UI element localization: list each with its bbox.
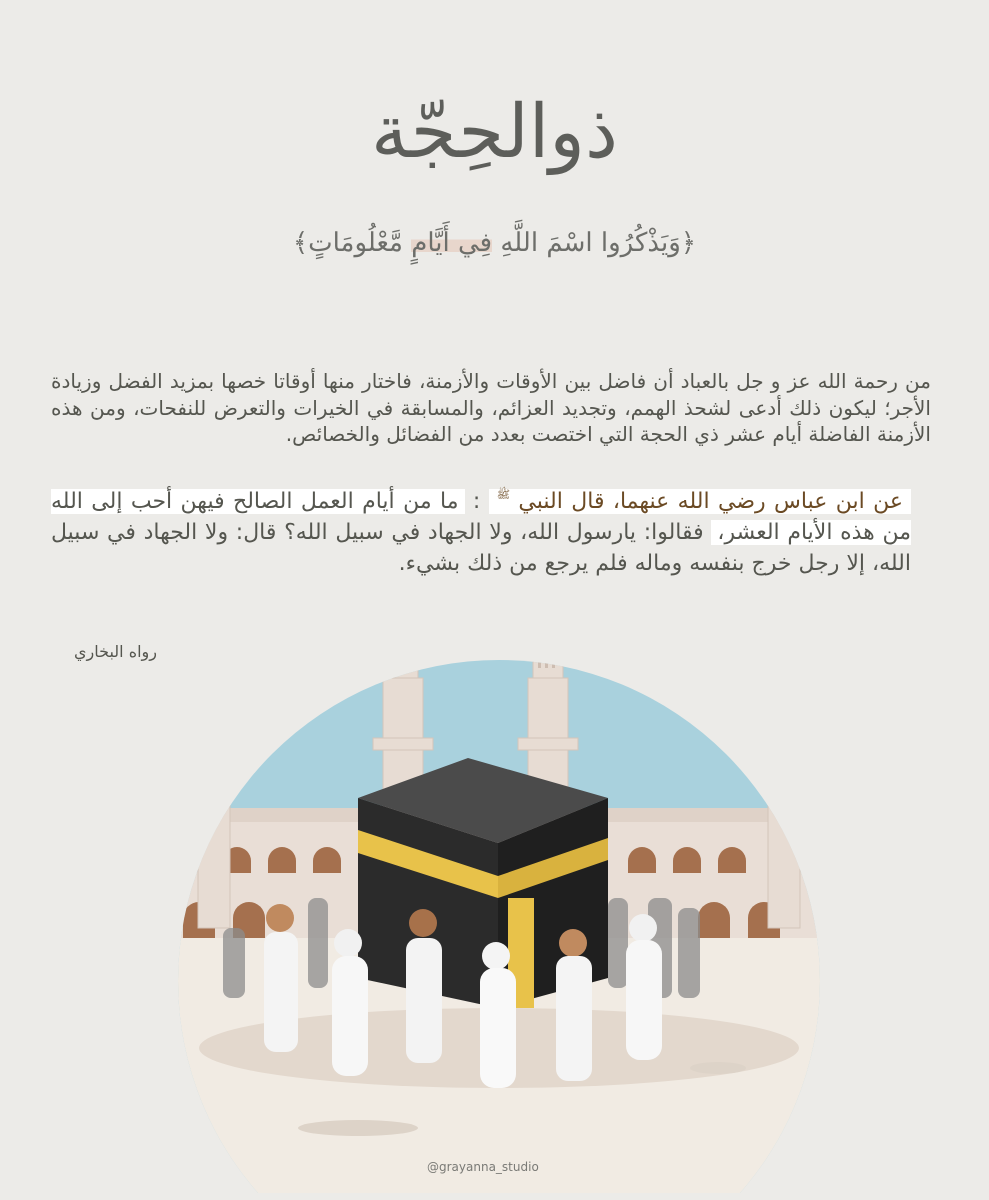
intro-paragraph: من رحمة الله عز و جل بالعباد أن فاضل بين الأوقات والأزمنة، فاختار منها أوقاتا خصها بمزيد الفضل وزيادة الأجر؛ ليكون ذلك أدعى لشحذ الهمم، وتجديد العزائم، والمسابقة في الخيرات والتعرض للنفحات، ومن هذه الأزمنة الفاضلة أيام عشر ذي الحجة التي اختصت بعدد من الفضائل والخصائص. [51, 369, 931, 447]
page-title: ذوالحِجّة [370, 89, 618, 175]
hadith-colon: : [464, 489, 489, 514]
hadith-narrator [489, 489, 911, 514]
hadith-paragraph [51, 487, 911, 579]
hadith-quote-highlighted: ما من أيام العمل الصالح فيهن أحب إلى الله من هذه الأيام العشر، [51, 489, 911, 545]
verse-part-1: وَيَذْكُرُوا اسْمَ اللَّهِ [492, 228, 681, 258]
verse-bracket-open: ﴿ [680, 228, 697, 258]
hadith-source: رواه البخاري [74, 642, 157, 661]
verse-bracket-close: ﴾ [292, 228, 309, 258]
kaaba-illustration [178, 598, 820, 1193]
quran-verse [0, 228, 989, 258]
studio-credit: @grayanna_studio [427, 1160, 539, 1174]
verse-part-3: مَّعْلُومَاتٍ [308, 228, 412, 258]
verse-part-2-highlighted: فِي أَيَّامٍ [411, 228, 493, 258]
hadith-rest: فقالوا: يارسول الله، ولا الجهاد في سبيل الله؟ قال: ولا الجهاد في سبيل الله، إلا رجل خرج بنفسه وماله فلم يرجع من ذلك بشيء. [51, 519, 911, 576]
hadith-narrator-text: عن ابن عباس رضي الله عنهما، قال النبي [518, 489, 903, 514]
salutation-glyph: ﷺ [496, 488, 511, 501]
